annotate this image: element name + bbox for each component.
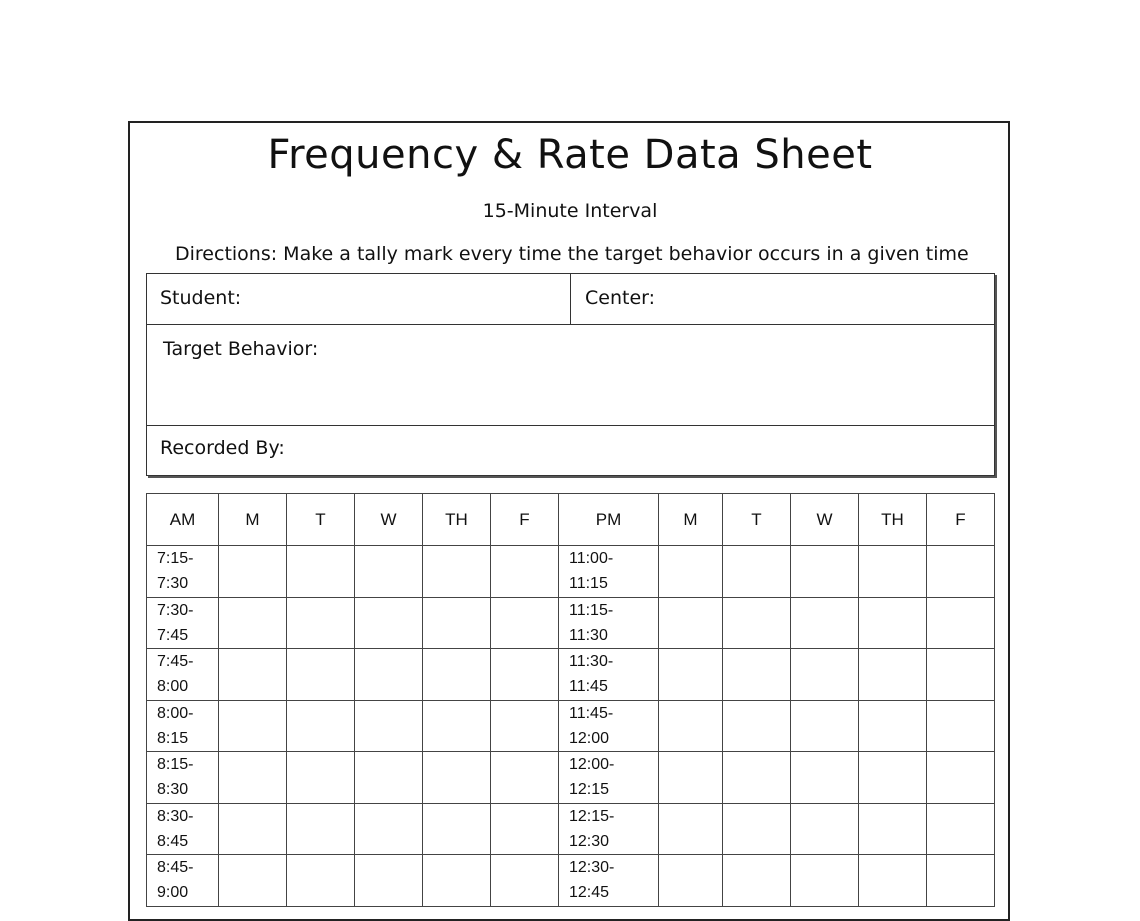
tally-cell[interactable] — [927, 546, 995, 598]
am-day-header-w: W — [355, 494, 423, 546]
tally-cell[interactable] — [723, 649, 791, 701]
tally-cell[interactable] — [219, 752, 287, 804]
tally-cell[interactable] — [723, 803, 791, 855]
tally-cell[interactable] — [927, 597, 995, 649]
tally-cell[interactable] — [859, 855, 927, 907]
tally-cell[interactable] — [287, 803, 355, 855]
tally-cell[interactable] — [287, 597, 355, 649]
tally-cell[interactable] — [287, 752, 355, 804]
tally-cell[interactable] — [927, 649, 995, 701]
tally-cell[interactable] — [355, 649, 423, 701]
table-row — [147, 700, 995, 752]
tally-cell[interactable] — [859, 752, 927, 804]
pm-time-cell: 12:30- 12:45 — [559, 855, 659, 907]
tally-cell[interactable] — [659, 649, 723, 701]
table-row — [147, 855, 995, 907]
tally-cell[interactable] — [355, 855, 423, 907]
tally-cell[interactable] — [791, 855, 859, 907]
am-time-cell: 8:30- 8:45 — [147, 803, 219, 855]
pm-time-cell: 11:45- 12:00 — [559, 700, 659, 752]
tally-cell[interactable] — [491, 649, 559, 701]
tally-cell[interactable] — [219, 597, 287, 649]
tally-cell[interactable] — [659, 803, 723, 855]
tally-cell[interactable] — [859, 700, 927, 752]
sheet-title: Frequency & Rate Data Sheet — [267, 132, 873, 178]
recorded-by-field[interactable] — [146, 425, 995, 476]
tally-cell[interactable] — [423, 700, 491, 752]
tally-cell[interactable] — [723, 752, 791, 804]
table-row — [147, 597, 995, 649]
tally-cell[interactable] — [791, 546, 859, 598]
am-day-header-th: TH — [423, 494, 491, 546]
tally-cell[interactable] — [723, 597, 791, 649]
am-time-cell: 7:30- 7:45 — [147, 597, 219, 649]
tally-cell[interactable] — [423, 649, 491, 701]
tally-cell[interactable] — [927, 700, 995, 752]
tally-cell[interactable] — [423, 597, 491, 649]
tally-cell[interactable] — [927, 803, 995, 855]
pm-header: PM — [559, 494, 659, 546]
directions-text: Directions: Make a tally mark every time the target behavior occurs in a given time — [175, 243, 969, 265]
am-time-cell: 8:45- 9:00 — [147, 855, 219, 907]
am-header: AM — [147, 494, 219, 546]
am-time-cell: 8:15- 8:30 — [147, 752, 219, 804]
tally-cell[interactable] — [491, 546, 559, 598]
tally-cell[interactable] — [355, 700, 423, 752]
tally-cell[interactable] — [287, 855, 355, 907]
tally-cell[interactable] — [287, 649, 355, 701]
tally-cell[interactable] — [491, 752, 559, 804]
tally-cell[interactable] — [423, 752, 491, 804]
tally-cell[interactable] — [927, 752, 995, 804]
tally-cell[interactable] — [927, 855, 995, 907]
tally-cell[interactable] — [287, 546, 355, 598]
tally-cell[interactable] — [219, 649, 287, 701]
tally-cell[interactable] — [791, 803, 859, 855]
tally-cell[interactable] — [423, 546, 491, 598]
tally-cell[interactable] — [859, 597, 927, 649]
tally-cell[interactable] — [355, 546, 423, 598]
recorded-by-label: Recorded By: — [160, 437, 285, 459]
tally-cell[interactable] — [859, 803, 927, 855]
tally-cell[interactable] — [355, 752, 423, 804]
pm-time-cell: 11:30- 11:45 — [559, 649, 659, 701]
tally-cell[interactable] — [791, 649, 859, 701]
target-behavior-label: Target Behavior: — [163, 338, 319, 360]
tally-cell[interactable] — [219, 803, 287, 855]
pm-day-header-m: M — [659, 494, 723, 546]
center-label: Center: — [585, 287, 656, 309]
am-day-header-t: T — [287, 494, 355, 546]
grid-header-row — [147, 494, 995, 546]
tally-cell[interactable] — [491, 855, 559, 907]
tally-cell[interactable] — [659, 700, 723, 752]
tally-cell[interactable] — [491, 803, 559, 855]
pm-day-header-w: W — [791, 494, 859, 546]
tally-cell[interactable] — [219, 546, 287, 598]
tally-cell[interactable] — [355, 597, 423, 649]
am-time-cell: 7:45- 8:00 — [147, 649, 219, 701]
am-day-header-f: F — [491, 494, 559, 546]
pm-time-cell: 11:15- 11:30 — [559, 597, 659, 649]
tally-cell[interactable] — [659, 855, 723, 907]
table-row — [147, 546, 995, 598]
tally-grid — [146, 493, 995, 907]
table-row — [147, 752, 995, 804]
pm-day-header-th: TH — [859, 494, 927, 546]
table-row — [147, 649, 995, 701]
center-field[interactable] — [570, 273, 995, 325]
pm-time-cell: 11:00- 11:15 — [559, 546, 659, 598]
tally-cell[interactable] — [659, 546, 723, 598]
tally-cell[interactable] — [491, 700, 559, 752]
sheet-subtitle: 15-Minute Interval — [482, 200, 658, 222]
tally-cell[interactable] — [287, 700, 355, 752]
tally-cell[interactable] — [423, 855, 491, 907]
tally-cell[interactable] — [659, 597, 723, 649]
tally-cell[interactable] — [491, 597, 559, 649]
tally-cell[interactable] — [859, 649, 927, 701]
target-behavior-field[interactable] — [146, 324, 995, 426]
tally-cell[interactable] — [423, 803, 491, 855]
student-field[interactable] — [146, 273, 571, 325]
pm-time-cell: 12:00- 12:15 — [559, 752, 659, 804]
tally-cell[interactable] — [723, 546, 791, 598]
am-day-header-m: M — [219, 494, 287, 546]
tally-cell[interactable] — [723, 855, 791, 907]
am-time-cell: 7:15- 7:30 — [147, 546, 219, 598]
tally-cell[interactable] — [219, 700, 287, 752]
tally-cell[interactable] — [791, 700, 859, 752]
tally-cell[interactable] — [219, 855, 287, 907]
student-label: Student: — [160, 287, 242, 309]
tally-cell[interactable] — [859, 546, 927, 598]
pm-time-cell: 12:15- 12:30 — [559, 803, 659, 855]
tally-cell[interactable] — [659, 752, 723, 804]
am-time-cell: 8:00- 8:15 — [147, 700, 219, 752]
pm-day-header-t: T — [723, 494, 791, 546]
table-row — [147, 803, 995, 855]
tally-cell[interactable] — [791, 597, 859, 649]
tally-cell[interactable] — [723, 700, 791, 752]
tally-cell[interactable] — [791, 752, 859, 804]
pm-day-header-f: F — [927, 494, 995, 546]
tally-cell[interactable] — [355, 803, 423, 855]
